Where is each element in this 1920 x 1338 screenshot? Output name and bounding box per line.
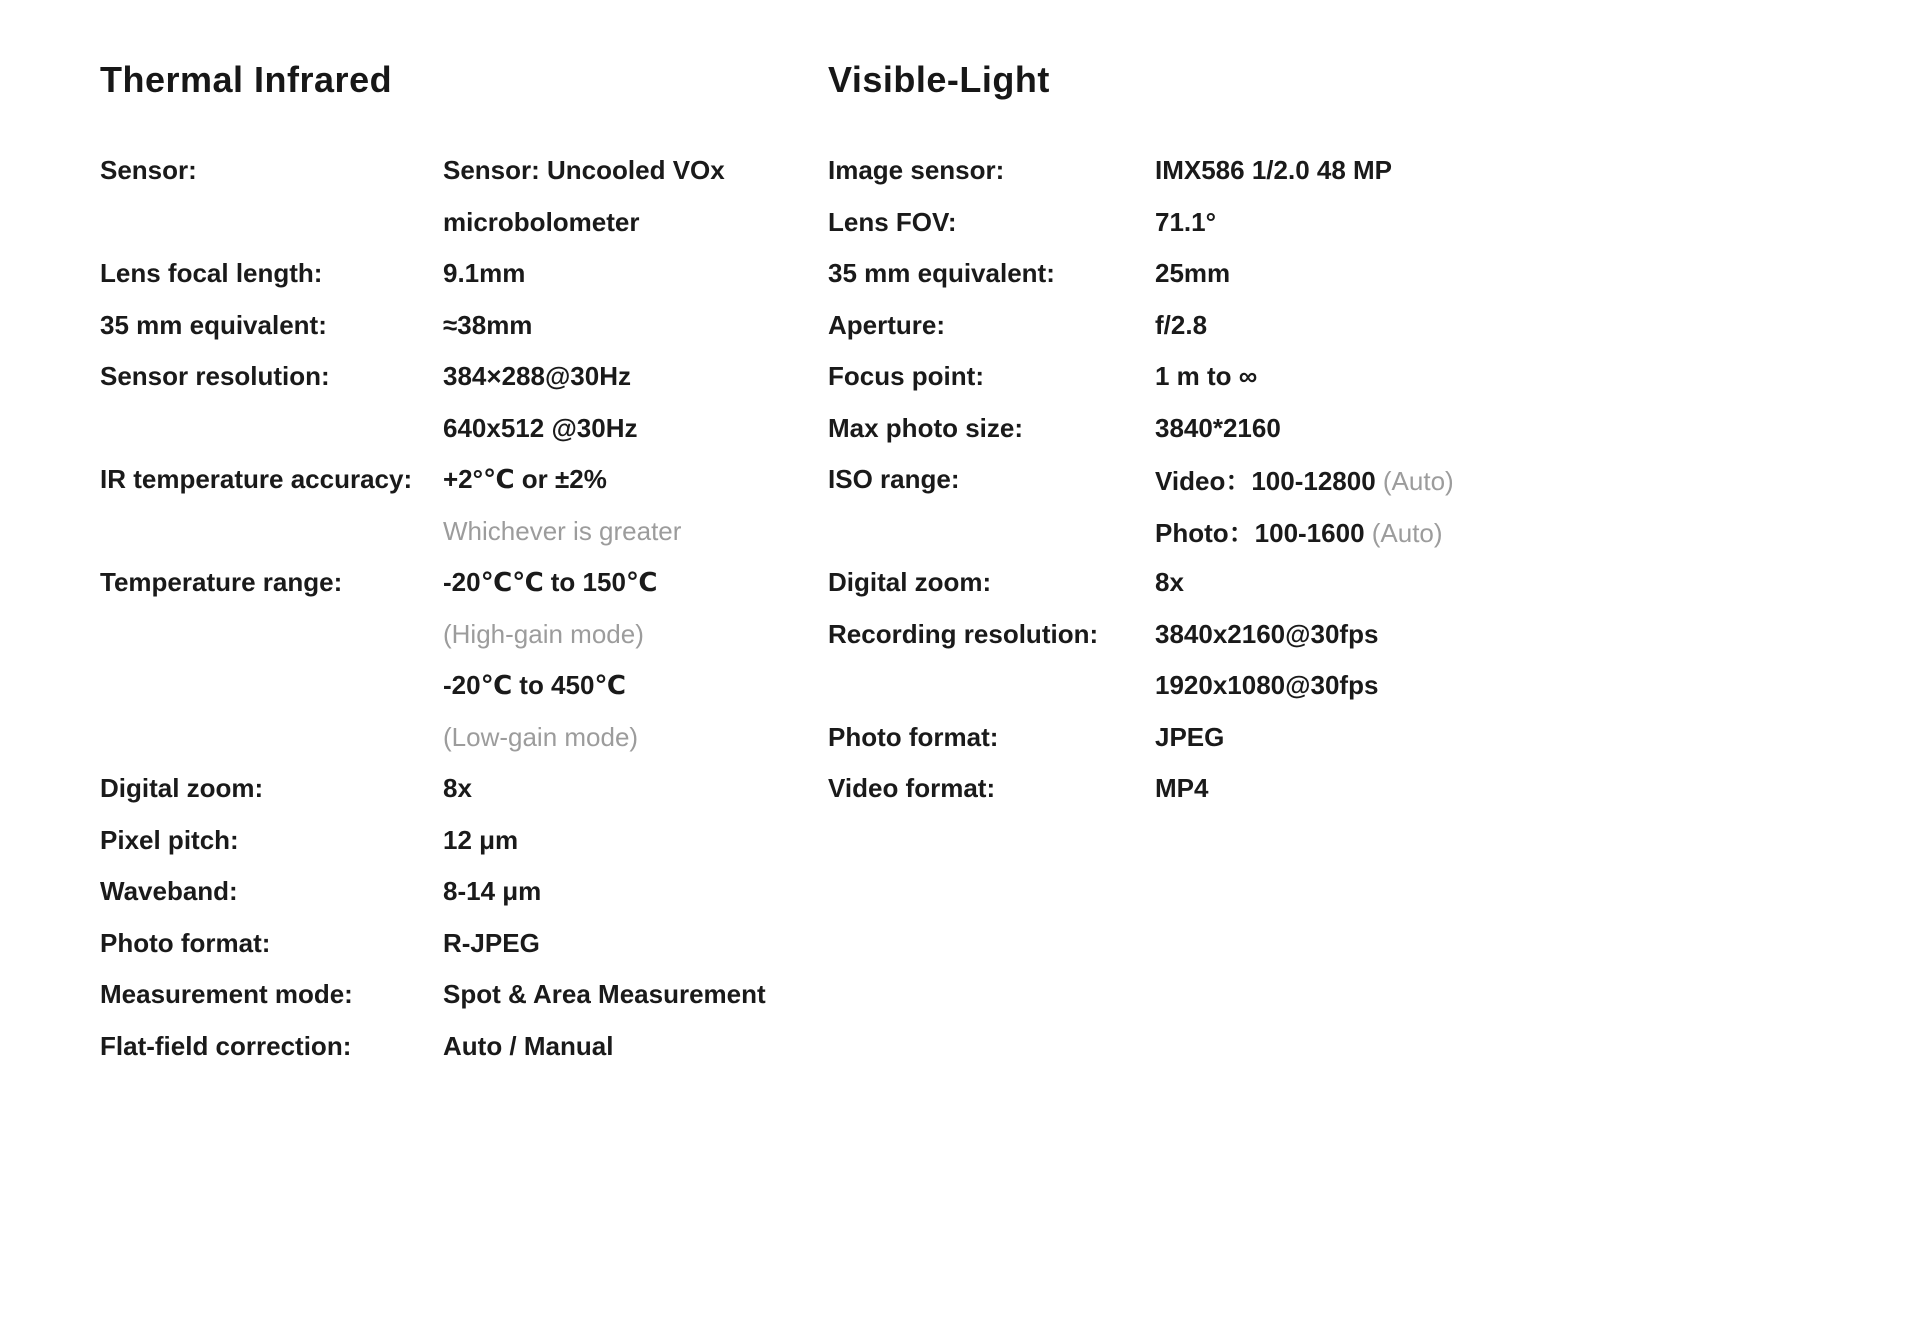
spec-value-segment: JPEG bbox=[1155, 721, 1225, 752]
spec-label: Lens FOV: bbox=[828, 206, 957, 237]
spec-row bbox=[100, 248, 766, 300]
visible-light-title: Visible-Light bbox=[828, 59, 1050, 100]
spec-row bbox=[100, 403, 766, 455]
spec-label: Digital zoom: bbox=[100, 773, 264, 804]
spec-label: Waveband: bbox=[100, 876, 238, 907]
thermal-infrared-rows bbox=[100, 145, 766, 1072]
spec-row bbox=[828, 403, 1454, 455]
spec-row bbox=[828, 557, 1454, 609]
spec-row bbox=[100, 454, 766, 506]
spec-label: 35 mm equivalent: bbox=[828, 258, 1055, 289]
spec-value bbox=[1155, 567, 1184, 598]
spec-value-segment: Video：100-12800 bbox=[1155, 466, 1383, 497]
spec-value-segment: (Auto) bbox=[1371, 517, 1443, 548]
spec-row bbox=[100, 815, 766, 867]
spec-label: Photo format: bbox=[828, 721, 999, 752]
spec-value bbox=[443, 825, 518, 856]
spec-label: Pixel pitch: bbox=[100, 824, 239, 855]
spec-row bbox=[100, 609, 766, 661]
spec-row bbox=[828, 763, 1454, 815]
spec-row bbox=[100, 197, 766, 249]
spec-value-segment: microbolometer bbox=[443, 206, 640, 237]
spec-value bbox=[1155, 722, 1224, 753]
spec-value-segment: (High-gain mode) bbox=[443, 618, 644, 649]
spec-label: Focus point: bbox=[828, 361, 984, 392]
spec-row bbox=[100, 1021, 766, 1073]
spec-value bbox=[443, 361, 631, 392]
spec-row bbox=[100, 506, 766, 558]
spec-value bbox=[443, 979, 766, 1010]
spec-row bbox=[828, 506, 1454, 558]
spec-row bbox=[828, 248, 1454, 300]
spec-value-segment: +2°℃ or ±2% bbox=[443, 464, 607, 495]
spec-row bbox=[100, 763, 766, 815]
thermal-infrared-title: Thermal Infrared bbox=[100, 59, 393, 100]
spec-value-segment: (Auto) bbox=[1382, 466, 1454, 497]
spec-row bbox=[100, 300, 766, 352]
spec-value bbox=[1155, 258, 1230, 289]
spec-value-segment: f/2.8 bbox=[1155, 309, 1208, 340]
spec-label: Sensor resolution: bbox=[100, 361, 330, 392]
spec-value-segment: 3840x2160@30fps bbox=[1155, 618, 1379, 649]
spec-value bbox=[443, 207, 640, 238]
spec-row bbox=[828, 351, 1454, 403]
spec-value-segment: 1920x1080@30fps bbox=[1155, 670, 1379, 701]
spec-value bbox=[443, 567, 657, 598]
spec-value bbox=[1155, 207, 1216, 238]
spec-label: Digital zoom: bbox=[828, 567, 992, 598]
spec-label: Flat-field correction: bbox=[100, 1030, 352, 1061]
spec-row bbox=[100, 712, 766, 764]
spec-value bbox=[1155, 619, 1378, 650]
spec-row bbox=[828, 197, 1454, 249]
spec-row bbox=[828, 300, 1454, 352]
spec-label: Max photo size: bbox=[828, 412, 1024, 443]
spec-row bbox=[100, 557, 766, 609]
spec-row bbox=[828, 660, 1454, 712]
spec-value bbox=[443, 773, 472, 804]
spec-label: ISO range: bbox=[828, 464, 960, 495]
spec-value-segment: 9.1mm bbox=[443, 258, 526, 289]
spec-value-segment: 8x bbox=[1155, 567, 1184, 598]
spec-row bbox=[100, 918, 766, 970]
spec-value bbox=[1155, 670, 1378, 701]
visible-light-rows bbox=[828, 145, 1454, 815]
spec-value-segment: 8-14 μm bbox=[443, 876, 542, 907]
spec-row bbox=[828, 712, 1454, 764]
spec-value-segment: 25mm bbox=[1155, 258, 1231, 289]
spec-value-segment: Auto / Manual bbox=[443, 1030, 614, 1061]
spec-label: Image sensor: bbox=[828, 155, 1005, 186]
thermal-infrared-section bbox=[100, 58, 766, 1061]
spec-label: Temperature range: bbox=[100, 567, 343, 598]
spec-value bbox=[1155, 310, 1207, 341]
spec-value-segment: -20℃ to 450℃ bbox=[443, 670, 626, 701]
spec-row bbox=[100, 351, 766, 403]
spec-label: Lens focal length: bbox=[100, 258, 323, 289]
spec-value bbox=[443, 516, 681, 547]
spec-value-segment: -20℃℃ to 150℃ bbox=[443, 567, 658, 598]
spec-value bbox=[443, 155, 725, 186]
spec-value bbox=[1155, 773, 1208, 804]
spec-label: Photo format: bbox=[100, 927, 271, 958]
spec-value bbox=[443, 413, 638, 444]
spec-value-segment: 3840*2160 bbox=[1155, 412, 1281, 443]
spec-value-segment: Sensor: Uncooled VOx bbox=[443, 155, 725, 186]
spec-value-segment: 71.1° bbox=[1155, 206, 1217, 237]
spec-label: Measurement mode: bbox=[100, 979, 353, 1010]
spec-value-segment: 384×288@30Hz bbox=[443, 361, 631, 392]
spec-label: Sensor: bbox=[100, 155, 197, 186]
spec-value-segment: R-JPEG bbox=[443, 927, 540, 958]
spec-row bbox=[828, 454, 1454, 506]
spec-value-segment: 1 m to ∞ bbox=[1155, 361, 1258, 392]
spec-row bbox=[828, 609, 1454, 661]
spec-value bbox=[443, 310, 532, 341]
spec-value-segment: IMX586 1/2.0 48 MP bbox=[1155, 155, 1393, 186]
spec-value-segment: ≈38mm bbox=[443, 309, 533, 340]
spec-value bbox=[1155, 361, 1257, 392]
spec-row bbox=[100, 866, 766, 918]
spec-value bbox=[1155, 155, 1392, 186]
spec-value-segment: Whichever is greater bbox=[443, 515, 682, 546]
spec-row bbox=[100, 969, 766, 1021]
spec-label: IR temperature accuracy: bbox=[100, 464, 413, 495]
spec-value bbox=[1155, 461, 1454, 498]
spec-value bbox=[443, 258, 525, 289]
spec-value bbox=[1155, 413, 1281, 444]
spec-value-segment: 12 μm bbox=[443, 824, 519, 855]
spec-value-segment: Spot & Area Measurement bbox=[443, 979, 766, 1010]
spec-value bbox=[443, 619, 644, 650]
spec-value bbox=[443, 1031, 613, 1062]
spec-value-segment: 8x bbox=[443, 773, 472, 804]
spec-value bbox=[1155, 513, 1443, 550]
spec-label: Aperture: bbox=[828, 309, 946, 340]
spec-value-segment: Photo：100-1600 bbox=[1155, 517, 1372, 548]
spec-value bbox=[443, 876, 541, 907]
spec-row bbox=[100, 145, 766, 197]
spec-row bbox=[828, 145, 1454, 197]
spec-label: Recording resolution: bbox=[828, 618, 1099, 649]
spec-value bbox=[443, 722, 638, 753]
spec-label: 35 mm equivalent: bbox=[100, 309, 327, 340]
visible-light-section bbox=[828, 58, 1454, 804]
spec-value bbox=[443, 670, 626, 701]
spec-value bbox=[443, 928, 540, 959]
spec-label: Video format: bbox=[828, 773, 996, 804]
spec-value-segment: (Low-gain mode) bbox=[443, 721, 639, 752]
spec-value-segment: 640x512 @30Hz bbox=[443, 412, 638, 443]
spec-row bbox=[100, 660, 766, 712]
spec-value bbox=[443, 464, 607, 495]
spec-value-segment: MP4 bbox=[1155, 773, 1209, 804]
